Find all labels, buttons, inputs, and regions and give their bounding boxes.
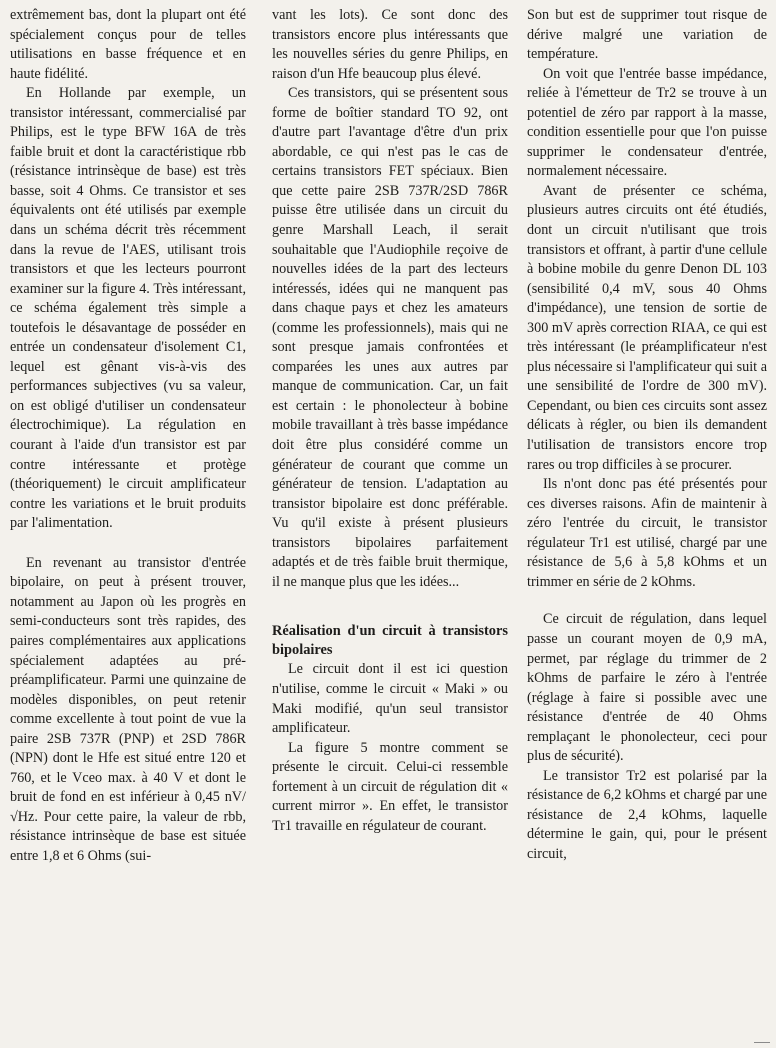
paragraph: On voit que l'entrée basse impédance, reliée à l'émetteur de Tr2 se trouve à un potentiel de zéro par rapport à la masse, condition essentielle pour que l'on puisse supprimer le condensateur d'entrée, normalement nécessaire.: [527, 65, 767, 180]
paragraph: Ces transistors, qui se présentent sous forme de boîtier standard TO 92, ont d'autre part l'avantage d'être d'un prix abordable, ce qui n'est pas le cas de certains transistors FET spéciaux. Bien que cette paire 2SB 737R/2SD 786R puisse être utilisée dans un circuit du genre Marshall Leach, il serait souhaitable que l'Audiophile reçoive de nouvelles idées de la part des lecteurs intéressés, idées qui ne manquent pas dans chaque pays et chez les amateurs (comme les professionnels), mais qui ne sont presque jamais confrontées et comparées les unes aux autres par manque de communication. Car, un fait est certain : le phonolecteur à bobine mobile travaillant à très basse impédance doit être plus considéré comme un générateur de courant que comme un générateur de tension. L'adaptation au transistor bipolaire est donc préférable. Vu qu'il existe à présent plusieurs transistors bipolaires parfaitement adaptés et de très faible bruit thermique, il ne manque plus que les idées...: [272, 85, 508, 590]
paragraph: Le circuit dont il est ici question n'utilise, comme le circuit « Maki » ou Maki modifié, qu'un seul transistor amplificateur.: [272, 661, 508, 737]
paragraph: Avant de présenter ce schéma, plusieurs autres circuits ont été étudiés, dont un circuit n'utilisant que trois transistors et offrant, à partir d'une cellule à bobine mobile du genre Denon DL 103 (sensibilité 0,4 mV, sous 40 Ohms d'impédance), une tension de sortie de 300 mV après correction RIAA, ce qui est très intéressant (le préamplificateur n'est plus nécessaire si l'amplificateur qui suit a une sensibilité de l'ordre de 300 mV). Cependant, ou bien ces circuits sont assez délicats à régler, ou bien ils demandent l'utilisation de transistors encore trop rares ou trop difficiles à se procurer.: [527, 182, 767, 473]
bottom-rule: [754, 1042, 770, 1043]
paragraph: extrêmement bas, dont la plupart ont été spécialement conçus pour de telles utilisations en basse fréquence et en haute fidélité.: [10, 7, 246, 82]
section-heading: Réalisation d'un circuit à transistors bipolaires: [272, 623, 508, 659]
paragraph: Ce circuit de régulation, dans lequel passe un courant moyen de 0,9 mA, permet, par réglage du trimmer de 2 kOhms de parfaire le zéro à l'entrée (réglage à faire si possible avec une résistance d'entrée de 40 Ohms remplaçant le phonolecteur, ceci pour plus de sécurité).: [527, 611, 767, 765]
paragraph: Ils n'ont donc pas été présentés pour ces diverses raisons. Afin de maintenir à zéro l'entrée du circuit, le transistor régulateur Tr1 est utilisé, chargé par une résistance de 5,6 à 5,8 kOhms et un trimmer en série de 2 kOhms.: [527, 476, 767, 590]
paragraph: La figure 5 montre comment se présente le circuit. Celui-ci ressemble fortement à un circuit de régulation dit « current mirror ». En effet, le transistor Tr1 travaille en régulateur de courant.: [272, 739, 508, 834]
text-column-1: [10, 6, 246, 867]
text-column-2: [272, 6, 508, 836]
text-column-3: [527, 6, 767, 865]
paragraph: Son but est de supprimer tout risque de dérive malgré une variation de température.: [527, 7, 767, 63]
paragraph: Le transistor Tr2 est polarisé par la résistance de 6,2 kOhms et chargé par une résistance de 2,4 kOhms, laquelle détermine le gain, qui, pour le présent circuit,: [527, 767, 767, 862]
paragraph: En revenant au transistor d'entrée bipolaire, on peut à présent trouver, notamment au Japon où les progrès en semi-conducteurs sont très rapides, des paires complémentaires aux applications spécialement adaptées au pré-préamplificateur. Parmi une quinzaine de modèles disponibles, on peut retenir comme excellente à tout point de vue la paire 2SB 737R (PNP) et 2SD 786R (NPN) dont le Hfe est situé entre 120 et 760, et le Vceo max. à 40 V et dont le bruit de fond en est inférieur à 0,45 nV/√Hz. Pour cette paire, la valeur de rbb, résistance intrinsèque de base est située entre 1,8 et 6 Ohms (sui-: [10, 554, 246, 864]
paragraph: vant les lots). Ce sont donc des transistors encore plus intéressants que les nouvelles séries du genre Philips, en raison d'un Hfe beaucoup plus élevé.: [272, 7, 508, 82]
paragraph: En Hollande par exemple, un transistor intéressant, commercialisé par Philips, est le type BFW 16A de très faible bruit et dont la caractéristique rbb (résistance intrinsèque de base) est très basse, soit 4 Ohms. Ce transistor et ses équivalents ont été utilisés par exemple dans un schéma décrit très récemment dans la revue de l'AES, utilisant trois transistors et que les lecteurs pourront examiner sur la figure 4. Très intéressant, ce schéma également très simple a toutefois le désavantage de posséder en entrée un condensateur d'isolement C1, lequel est gênant vis-à-vis des performances subjectives (vu sa valeur, on est obligé d'utiliser un condensateur électrochimique). La régulation en courant à l'aide d'un transistor est par contre intéressante et protège (théoriquement) le circuit amplificateur contre les variations et le bruit produits par l'alimentation.: [10, 85, 246, 532]
